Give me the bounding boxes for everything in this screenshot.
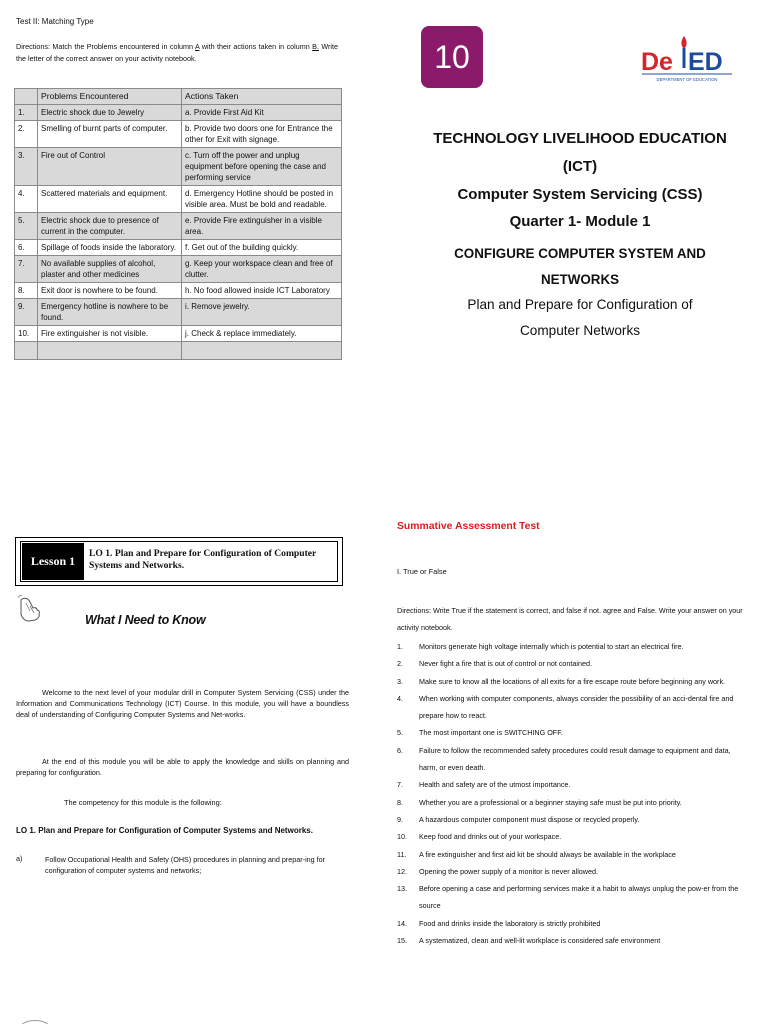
list-item [397,690,749,725]
action-cell: h. No food allowed inside ICT Laboratory [182,283,342,299]
item-number: 9. [397,814,403,824]
action-cell: i. Remove jewelry. [182,299,342,326]
item-number: 12. [397,866,407,876]
problem-cell: Emergency hotline is nowhere to be found. [38,299,182,326]
problem-cell: Fire extinguisher is not visible. [38,326,182,342]
item-number: 7. [397,780,403,790]
row-number: 8. [15,283,38,299]
pointing-hand-icon [16,594,44,624]
problem-cell: No available supplies of alcohol, plaster and other medicines [38,256,182,283]
table-row [15,283,342,299]
matching-directions [16,41,338,65]
decorative-arc-icon [20,1018,50,1024]
action-cell: c. Turn off the power and unplug equipment before opening the case and performing service [182,148,342,186]
list-item [397,863,749,880]
item-text: Make sure to know all the locations of all exits for a fire escape route before beginning any work. [419,676,726,686]
row-number: 10. [15,326,38,342]
deped-logo-icon [640,34,734,84]
cover-strand: (ICT) [562,158,598,175]
item-text: Monitors generate high voltage internally which is potential to start an electrical fire. [419,642,684,651]
row-number: 1. [15,105,38,121]
cover-topic [400,241,760,293]
item-text: Before opening a case and performing services make it a habit to always unplug the pow-er from the source [419,884,739,911]
problem-cell: Electric shock due to presence of current in the computer. [38,213,182,240]
table-row [15,105,342,121]
item-number: 14. [397,918,407,928]
cover-topic-line: NETWORKS [540,272,620,287]
cover-quarter: Quarter 1- Module 1 [509,213,651,230]
list-item [397,742,749,777]
item-text: A fire extinguisher and first aid kit be should always be available in the workplace [419,849,676,859]
lesson-header-box [15,537,343,586]
list-item [397,915,749,932]
cover-subject: TECHNOLOGY LIVELIHOOD EDUCATION [433,130,727,147]
what-i-need-to-know-heading: What I Need to Know [85,613,206,627]
table-row [15,148,342,186]
true-false-heading: I. True or False [397,567,447,576]
logo-text-ed: ED [688,48,723,76]
item-a-text: Follow Occupational Health and Safety (OHS) procedures in planning and prepar-ing for configuration of computer systems and networks; [45,855,326,875]
matching-test-title: Test II: Matching Type [16,17,94,26]
cover-course: Computer System Servicing (CSS) [457,186,703,203]
item-text: When working with computer components, always consider the possibility of an acci-dental fire and prepare how to react. [419,693,734,721]
row-number: 6. [15,240,38,256]
item-text: Opening the power supply of a monitor is never allowed. [419,866,598,876]
cover-topic-line: CONFIGURE COMPUTER SYSTEM AND [454,246,706,261]
problem-cell: Scattered materials and equipment. [38,186,182,213]
matching-table [14,88,342,360]
summative-title: Summative Assessment Test [397,521,540,532]
action-cell: j. Check & replace immediately. [182,326,342,342]
empty-cell [182,342,342,360]
list-item [397,846,749,863]
item-text: A hazardous computer component must dispose or recycled properly. [419,814,640,824]
item-a-letter: a) [16,854,23,863]
action-cell: e. Provide Fire extinguisher in a visible area. [182,213,342,240]
item-text: Food and drinks inside the laboratory is strictly prohibited [419,918,601,928]
list-item [397,655,749,672]
item-number: 1. [397,642,403,651]
table-row [15,240,342,256]
true-false-list [397,638,749,949]
item-text: Never fight a fire that is out of control or not contained. [419,659,592,669]
item-text: Health and safety are of the utmost importance. [419,780,571,790]
item-text: Keep food and drinks out of your workspace. [419,832,562,842]
header-actions: Actions Taken [182,89,342,105]
grade-badge: 10 [421,26,483,88]
problem-cell: Spillage of foods inside the laboratory. [38,240,182,256]
end-module-paragraph: At the end of this module you will be able to apply the knowledge and skills on planning and preparing for configuration. [16,757,349,777]
empty-cell [15,342,38,360]
summative-directions: Directions: Write True if the statement is correct, and false if not. agree and False. Write your answer on your activity notebook. [397,606,743,632]
list-item [397,673,749,690]
problem-cell: Electric shock due to Jewelry [38,105,182,121]
cover-plan-line: Computer Networks [519,323,641,338]
item-number: 2. [397,659,403,669]
cover-plan [400,292,760,344]
list-item [397,794,749,811]
column-b-label: B. [312,42,319,51]
table-row-empty [15,342,342,360]
table-header-row [15,89,342,105]
list-item [397,638,749,655]
row-number: 2. [15,121,38,148]
cover-plan-line: Plan and Prepare for Configuration of [467,297,693,312]
list-item [397,776,749,793]
lo1-heading: LO 1. Plan and Prepare for Configuration of Computer Systems and Networks. [16,826,313,835]
list-item [397,811,749,828]
logo-text-dep: De [641,48,673,76]
action-cell: a. Provide First Aid Kit [182,105,342,121]
action-cell: d. Emergency Hotline should be posted in visible area. Must be bold and readable. [182,186,342,213]
empty-cell [38,342,182,360]
table-row [15,121,342,148]
column-a-label: A [195,42,200,51]
item-number: 10. [397,832,407,842]
directions-part: Write the letter of the correct answer on your activity notebook. [16,42,338,63]
item-number: 3. [397,676,403,686]
problem-cell: Fire out of Control [38,148,182,186]
directions-part: Directions: Match the Problems encountered in column [16,42,196,51]
item-text: Whether you are a professional or a beginner staying safe must be put into priority. [419,797,682,807]
list-item [397,724,749,741]
row-number: 7. [15,256,38,283]
problem-cell: Smelling of burnt parts of computer. [38,121,182,148]
logo-caption: DEPARTMENT OF EDUCATION [656,77,718,82]
item-number: 13. [397,884,407,894]
row-number: 9. [15,299,38,326]
welcome-paragraph: Welcome to the next level of your modular drill in Computer System Servicing (CSS) under the Information and Communications Technology (ICT) Course. In this module, you will have a boundless deal of understanding of Configuring Computer Systems and Net-works. [16,688,349,719]
item-number: 6. [397,745,403,755]
item-number: 5. [397,728,403,738]
problem-cell: Exit door is nowhere to be found. [38,283,182,299]
action-cell: g. Keep your workspace clean and free of clutter. [182,256,342,283]
lesson-label: Lesson 1 [22,543,84,580]
action-cell: f. Get out of the building quickly. [182,240,342,256]
item-text: A systematized, clean and well-lit workplace is considered safe environment [419,936,661,946]
row-number: 3. [15,148,38,186]
table-row [15,326,342,342]
table-row [15,256,342,283]
table-row [15,213,342,240]
lesson-lo-title: LO 1. Plan and Prepare for Configuration of Computer Systems and Networks. [89,548,317,571]
header-problems: Problems Encountered [38,89,182,105]
header-num-cell [15,89,38,105]
list-item [397,932,749,949]
list-item [397,880,749,915]
item-text: Failure to follow the recommended safety procedures could result damage to equipment and data, harm, or even death. [419,745,731,773]
item-number: 4. [397,693,403,703]
lesson-inner-frame [20,541,338,582]
competency-text: The competency for this module is the following: [64,798,222,807]
table-row [15,299,342,326]
list-item [397,828,749,845]
item-number: 8. [397,797,403,807]
row-number: 4. [15,186,38,213]
item-number: 11. [397,849,407,859]
item-number: 15. [397,936,407,946]
table-row [15,186,342,213]
directions-part: with their actions taken in column [199,42,313,51]
row-number: 5. [15,213,38,240]
item-text: The most important one is SWITCHING OFF. [419,728,563,738]
action-cell: b. Provide two doors one for Entrance the other for Exit with signage. [182,121,342,148]
